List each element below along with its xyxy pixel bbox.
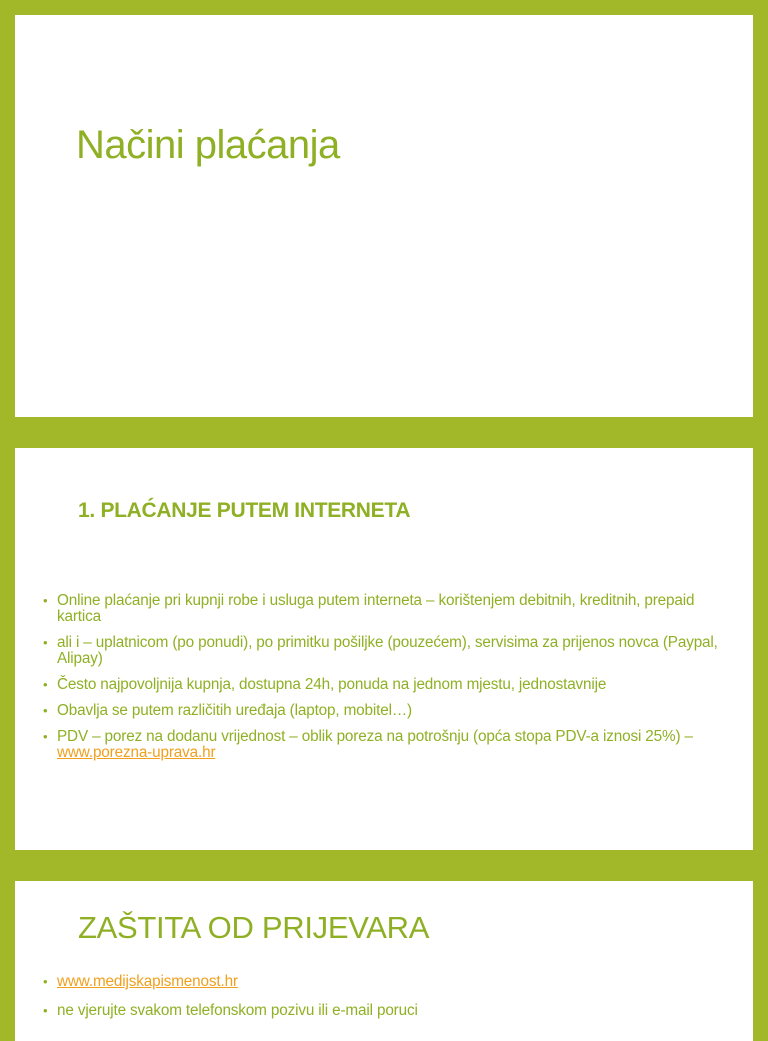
medijskapismenost-link[interactable]: www.medijskapismenost.hr (57, 973, 238, 990)
section-heading-internet-payment: 1. PLAĆANJE PUTEM INTERNETA (78, 499, 411, 522)
list-item (43, 593, 728, 625)
bullet-list-internet-payment (43, 593, 728, 771)
bullet-icon: • (43, 593, 48, 608)
bullet-list-fraud-protection (43, 974, 728, 1032)
list-item-text: Online plaćanje pri kupnji robe i usluga putem interneta – korištenjem debitnih, kreditnih, prepaid kartica (57, 592, 695, 625)
bullet-icon: • (43, 729, 48, 744)
slide-title-heading: Načini plaćanja (76, 123, 340, 167)
slide-internet-payment (15, 448, 753, 850)
list-item (43, 729, 728, 761)
slide-fraud-protection (15, 881, 753, 1041)
list-item (43, 974, 728, 990)
list-item (43, 677, 728, 693)
bullet-icon: • (43, 677, 48, 692)
list-item-text: PDV – porez na dodanu vrijednost – oblik poreza na potrošnju (opća stopa PDV-a iznosi 25%) – (57, 728, 693, 745)
slide-title (15, 15, 753, 417)
list-item (43, 635, 728, 667)
list-item-text: Često najpovoljnija kupnja, dostupna 24h, ponuda na jednom mjestu, jednostavnije (57, 676, 607, 693)
bullet-icon: • (43, 1003, 48, 1018)
list-item-text: ali i – uplatnicom (po ponudi), po primitku pošiljke (pouzećem), servisima za prijenos novca (Paypal, Alipay) (57, 634, 718, 667)
section-heading-fraud-protection: ZAŠTITA OD PRIJEVARA (78, 910, 430, 945)
porezna-uprava-link[interactable]: www.porezna-uprava.hr (57, 744, 216, 761)
bullet-icon: • (43, 703, 48, 718)
list-item (43, 703, 728, 719)
bullet-icon: • (43, 635, 48, 650)
list-item-text: ne vjerujte svakom telefonskom pozivu ili e-mail poruci (57, 1002, 418, 1019)
bullet-icon: • (43, 974, 48, 989)
list-item (43, 1003, 728, 1019)
list-item-text: Obavlja se putem različitih uređaja (laptop, mobitel…) (57, 702, 412, 719)
